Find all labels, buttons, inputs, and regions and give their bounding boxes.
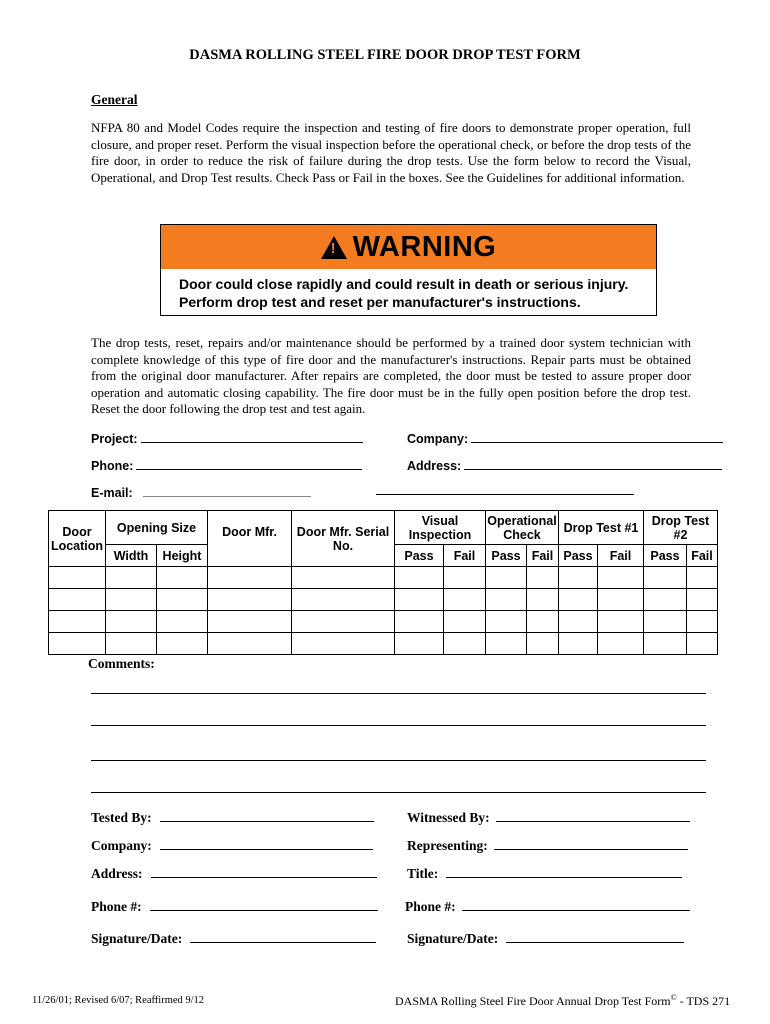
signoff-company-field[interactable] [91,836,373,854]
table-cell[interactable] [106,589,157,611]
col-drop-test-1: Drop Test #1 [559,511,644,545]
table-cell[interactable] [644,589,687,611]
table-cell[interactable] [106,567,157,589]
representing-label: Representing: [407,838,488,853]
title-label: Title: [407,866,439,881]
table-cell[interactable] [292,567,395,589]
signoff-address-line [151,864,377,878]
representing-field[interactable] [407,836,688,854]
tested-by-line [160,808,374,822]
col-door-location: Door Location [49,511,106,567]
footer-form-name: DASMA Rolling Steel Fire Door Annual Drop Test Form [395,994,671,1008]
intro-paragraph: NFPA 80 and Model Codes require the inspection and testing of fire doors to demonstrate proper operation, full closure, and proper reset. Perform the visual inspection before the operational check, or before the drop tests of the fire door, in order to reduce the risk of failure during the drop tests. Use the form below to record the Visual, Operational, and Drop Test results. Check Pass or Fail in the boxes. See the Guidelines for additional information. [91,120,691,185]
drop1-fail-header: Fail [598,545,644,567]
warning-word: WARNING [352,230,497,263]
company-label: Company: [407,432,469,446]
table-cell[interactable] [49,633,106,655]
signature-right-label: Signature/Date: [407,931,499,946]
table-row [49,611,718,633]
table-cell[interactable] [644,567,687,589]
drop1-pass-header: Pass [559,545,598,567]
project-label: Project: [91,432,138,446]
table-cell[interactable] [687,611,718,633]
table-cell[interactable] [157,567,208,589]
title-line [446,864,682,878]
email-line [143,483,311,497]
phone-line [136,456,362,470]
phone-label: Phone: [91,459,134,473]
table-cell[interactable] [486,633,527,655]
footer-tds-number: - TDS 271 [676,994,731,1008]
drop2-fail-header: Fail [687,545,718,567]
representing-line [494,836,688,850]
warning-message [179,275,628,311]
visual-pass-header: Pass [395,545,444,567]
table-row [49,589,718,611]
signature-left-label: Signature/Date: [91,931,183,946]
project-field[interactable] [91,429,363,446]
witnessed-by-field[interactable] [407,808,690,826]
table-row [49,567,718,589]
email-label: E-mail: [91,486,133,500]
warning-banner [161,225,656,269]
table-cell[interactable] [527,589,559,611]
technician-paragraph: The drop tests, reset, repairs and/or maintenance should be performed by a trained door system technician with complete knowledge of this type of fire door and the manufacturer's instructions. Repair parts must be obtained from the original door manufacturer. After repairs are completed, the door must be tested to assure proper door operation and automatic closing capability. The fire door must be in the fully open position before the drop test. Reset the door following the drop test and test again. [91,335,691,416]
tested-by-label: Tested By: [91,810,152,825]
warning-line-1: Door could close rapidly and could result in death or serious injury. [179,276,629,292]
table-cell[interactable] [644,633,687,655]
witnessed-by-line [496,808,690,822]
signoff-company-label: Company: [91,838,152,853]
table-cell[interactable] [49,611,106,633]
col-door-mfr-serial: Door Mfr. Serial No. [292,511,395,567]
signature-left-line [190,929,376,943]
table-cell[interactable] [444,567,486,589]
table-cell[interactable] [598,567,644,589]
address-field[interactable] [407,456,722,473]
comments-label: Comments: [88,656,155,671]
signoff-phone-right-line [462,897,690,911]
table-cell[interactable] [49,567,106,589]
warning-triangle-icon: ! [321,236,347,259]
door-test-table [48,510,718,655]
signature-left-field[interactable] [91,929,376,947]
drop2-pass-header: Pass [644,545,687,567]
table-cell[interactable] [687,567,718,589]
visual-fail-header: Fail [444,545,486,567]
table-cell[interactable] [106,611,157,633]
table-cell[interactable] [106,633,157,655]
table-cell[interactable] [208,633,292,655]
signoff-address-label: Address: [91,866,143,881]
col-width: Width [106,545,157,567]
table-cell[interactable] [395,567,444,589]
operational-fail-header: Fail [527,545,559,567]
signature-right-line [506,929,684,943]
table-cell[interactable] [559,567,598,589]
witnessed-by-label: Witnessed By: [407,810,490,825]
table-cell[interactable] [527,633,559,655]
table-cell[interactable] [444,633,486,655]
signoff-company-line [160,836,373,850]
comment-line-3[interactable] [91,759,706,761]
table-cell[interactable] [598,633,644,655]
table-cell[interactable] [292,589,395,611]
table-cell[interactable] [644,611,687,633]
table-cell[interactable] [444,589,486,611]
table-cell[interactable] [687,633,718,655]
warning-line-2: Perform drop test and reset per manufacturer's instructions. [179,294,581,310]
project-line [141,429,363,443]
title-field[interactable] [407,864,682,882]
table-cell[interactable] [598,589,644,611]
table-cell[interactable] [157,633,208,655]
comment-line-4[interactable] [91,791,706,793]
signoff-phone-right-field[interactable] [405,897,690,915]
page-title: DASMA ROLLING STEEL FIRE DOOR DROP TEST FORM [189,47,581,63]
address-label: Address: [407,459,462,473]
col-height: Height [157,545,208,567]
col-opening-size: Opening Size [106,511,208,545]
signoff-phone-left-line [150,897,378,911]
signoff-phone-left-label: Phone #: [91,899,142,914]
email-field[interactable] [91,483,311,500]
signature-right-field[interactable] [407,929,684,947]
copyright-mark: © [670,993,677,1002]
phone-field[interactable] [91,456,362,473]
table-cell[interactable] [395,633,444,655]
company-line [471,429,723,443]
table-cell[interactable] [527,567,559,589]
table-cell[interactable] [208,567,292,589]
general-heading: General [91,92,138,107]
table-cell[interactable] [292,633,395,655]
table-cell[interactable] [208,611,292,633]
address-line [464,456,722,470]
footer-form-id [395,993,730,1009]
col-visual-inspection: Visual Inspection [395,511,486,545]
email-extra-line [376,494,634,495]
table-cell[interactable] [486,589,527,611]
table-cell[interactable] [157,611,208,633]
table-cell[interactable] [486,567,527,589]
col-door-mfr: Door Mfr. [208,511,292,567]
table-cell[interactable] [559,589,598,611]
tested-by-field[interactable] [91,808,374,826]
signoff-phone-right-label: Phone #: [405,899,456,914]
table-cell[interactable] [395,589,444,611]
table-cell[interactable] [49,589,106,611]
table-cell[interactable] [687,589,718,611]
signoff-address-field[interactable] [91,864,377,882]
table-cell[interactable] [157,589,208,611]
company-field[interactable] [407,429,723,446]
table-cell[interactable] [208,589,292,611]
table-cell[interactable] [444,611,486,633]
table-cell[interactable] [559,633,598,655]
signoff-phone-left-field[interactable] [91,897,378,915]
comment-line-1[interactable] [91,692,706,694]
footer-revision: 11/26/01; Revised 6/07; Reaffirmed 9/12 [32,995,205,1006]
warning-box [160,224,657,316]
col-operational-check: Operational Check [486,511,559,545]
table-cell[interactable] [598,611,644,633]
comment-line-2[interactable] [91,724,706,726]
table-row [49,633,718,655]
table-cell[interactable] [395,611,444,633]
table-cell[interactable] [486,611,527,633]
table-cell[interactable] [292,611,395,633]
table-cell[interactable] [527,611,559,633]
operational-pass-header: Pass [486,545,527,567]
table-cell[interactable] [559,611,598,633]
col-drop-test-2: Drop Test #2 [644,511,718,545]
